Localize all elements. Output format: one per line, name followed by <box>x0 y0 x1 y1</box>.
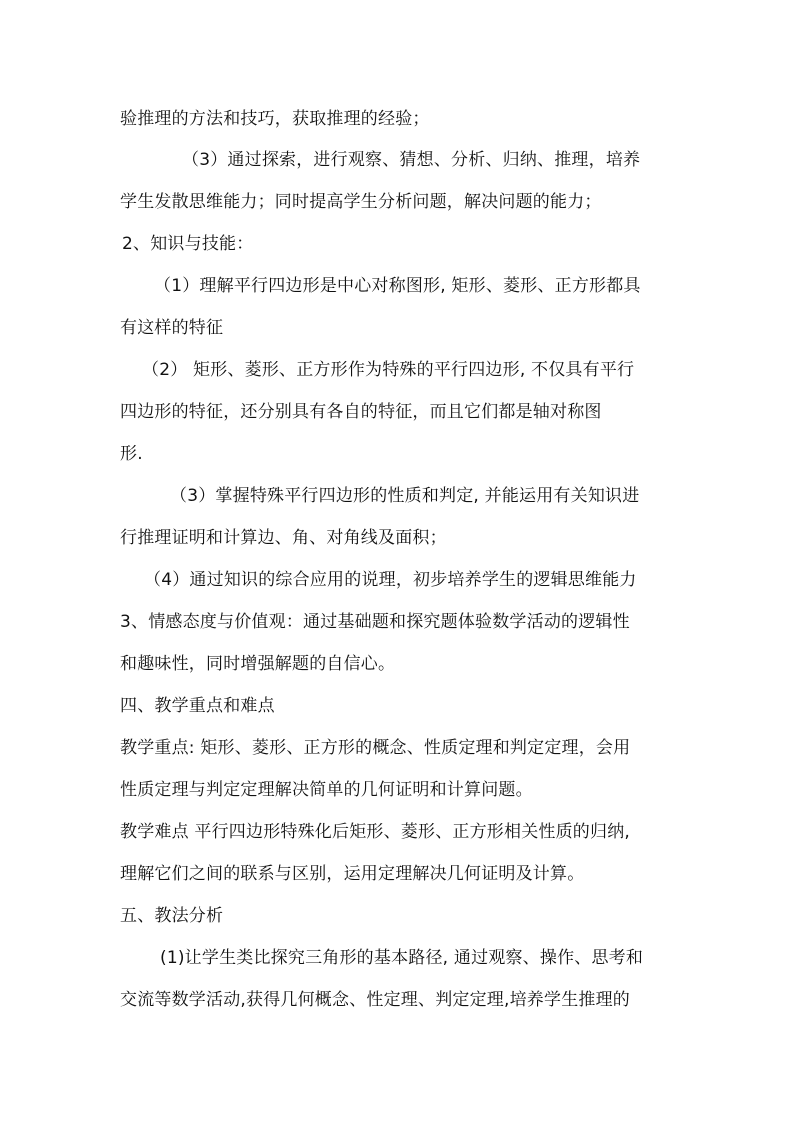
text-line-17 <box>0 776 794 804</box>
text-line-12 <box>0 566 794 594</box>
text-line-6 <box>0 314 794 342</box>
text-line-4 <box>0 230 794 258</box>
text-line-content: （4）通过知识的综合应用的说理，初步培养学生的逻辑思维能力 <box>144 570 637 590</box>
text-line-content: 性质定理与判定定理解决简单的几何证明和计算问题。 <box>120 780 533 800</box>
text-line-5 <box>0 272 794 300</box>
text-line-16 <box>0 734 794 762</box>
text-line-9 <box>0 440 794 468</box>
text-line-10 <box>0 482 794 510</box>
text-line-22 <box>0 986 794 1014</box>
text-line-content: 和趣味性，同时增强解题的自信心。 <box>120 654 396 674</box>
text-line-11 <box>0 524 794 552</box>
text-line-1 <box>0 105 794 133</box>
text-line-18 <box>0 818 794 846</box>
text-line-content: （3）掌握特殊平行四边形的性质和判定, 并能运用有关知识进 <box>170 486 640 506</box>
text-line-content: 形. <box>120 444 143 464</box>
text-line-content: 2、知识与技能： <box>122 234 254 254</box>
text-line-content: （3）通过探索，进行观察、猜想、分析、归纳、推理，培养 <box>182 150 641 170</box>
text-line-content: (1)让学生类比探究三角形的基本路径, 通过观察、操作、思考和 <box>160 948 644 968</box>
text-line-21 <box>0 944 794 972</box>
text-line-content: 四、教学重点和难点 <box>120 696 275 716</box>
text-line-2 <box>0 146 794 174</box>
text-line-7 <box>0 356 794 384</box>
text-line-content: （1）理解平行四边形是中心对称图形, 矩形、菱形、正方形都具 <box>154 276 641 296</box>
text-line-content: 理解它们之间的联系与区别，运用定理解决几何证明及计算。 <box>120 864 585 884</box>
text-line-3 <box>0 188 794 216</box>
text-line-content: 交流等数学活动,获得几何概念、性定理、判定定理,培养学生推理的 <box>120 990 631 1010</box>
text-line-content: （2） 矩形、菱形、正方形作为特殊的平行四边形, 不仅具有平行 <box>142 360 635 380</box>
text-line-content: 3、情感态度与价值观：通过基础题和探究题体验数学活动的逻辑性 <box>120 612 630 632</box>
text-line-content: 教学难点 平行四边形特殊化后矩形、菱形、正方形相关性质的归纳, <box>120 822 631 842</box>
text-line-content: 教学重点: 矩形、菱形、正方形的概念、性质定理和判定定理，会用 <box>120 738 631 758</box>
text-line-content: 行推理证明和计算边、角、对角线及面积； <box>120 528 447 548</box>
text-line-content: 学生发散思维能力；同时提高学生分析问题，解决问题的能力； <box>120 192 602 212</box>
text-line-content: 五、教法分析 <box>120 906 224 926</box>
text-line-14 <box>0 650 794 678</box>
text-line-content: 有这样的特征 <box>120 318 224 338</box>
text-line-20 <box>0 902 794 930</box>
text-line-content: 验推理的方法和技巧，获取推理的经验； <box>120 109 430 129</box>
text-line-8 <box>0 398 794 426</box>
text-line-19 <box>0 860 794 888</box>
text-line-13 <box>0 608 794 636</box>
text-line-content: 四边形的特征，还分别具有各自的特征，而且它们都是轴对称图 <box>120 402 602 422</box>
text-line-15 <box>0 692 794 720</box>
